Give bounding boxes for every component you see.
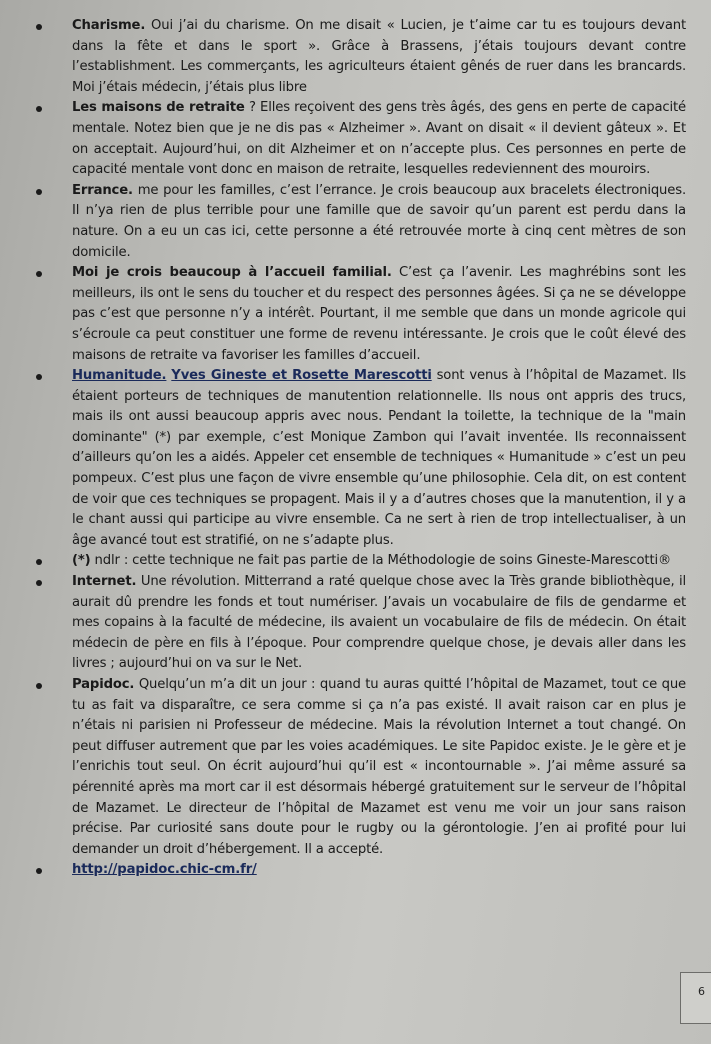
list-item-humanitude [36,366,686,551]
item-term: Errance. [72,182,133,198]
bullet-icon [36,868,42,874]
list-item-accueil-familial [36,263,686,366]
papidoc-url-link[interactable]: http://papidoc.chic-cm.fr/ [72,862,257,878]
item-term: (*) [72,553,91,569]
item-text: sont venus à l’hôpital de Mazamet. Ils étaient porteurs de techniques de manutention relationnelle. Ils nous ont appris des trucs, mais ils ont aussi beaucoup appris avec nous. Pendant la toilette, la technique de la "main dominante" (*) par exemple, c’est Monique Zambon qui l’avait inventée. Ils reconnaissent d’ailleurs qu’on les a aidés. Appeler cet ensemble de techniques « Humanitude » c’est un peu pompeux. C’est plus une façon de vivre ensemble qu’une philosophie. Cela dit, on est content de voir que ces techniques se propagent. Mais il y a d’autres choses que la manutention, il y a le chant aussi qui participe au vivre ensemble. Ca ne sert à rien de trop intellectualiser, à un âge avancé tout est stratifié, on ne s’adapte plus. [72,368,686,548]
bullet-icon [36,24,42,30]
list-item-maisons-de-retraite [36,98,686,180]
bullet-icon [36,106,42,112]
item-text: Une révolution. Mitterrand a raté quelque chose avec la Très grande bibliothèque, il aurait dû prendre les fonds et tout numériser. J’avais un vocabulaire de fils de gendarme et mes copains à la faculté de médecine, ils avaient un vocabulaire de fils de médecin. On était médecin de père en fils à l’époque. Pour comprendre quelque chose, je devais aller dans les livres ; aujourd’hui on va sur le Net. [72,574,686,672]
page-number: 6 [680,972,711,1024]
list-item-papidoc [36,675,686,860]
bullet-icon [36,271,42,277]
item-term: Charisme. [72,18,146,33]
bullet-icon [36,683,42,689]
item-term: Les maisons de retraite [72,100,245,116]
item-text: Quelqu’un m’a dit un jour : quand tu auras quitté l’hôpital de Mazamet, tout ce que tu as fait va disparaître, ce sera comme si ça n’a pas existé. Il avait raison car en plus je n’étais ni parisien ni Professeur de médecine. Mais la révolution Internet a tout changé. On peut diffuser autrement que par les voies académiques. Le site Papidoc existe. Je le gère et je l’enrichis tout seul. On écrit aujourd’hui qu’il est « incontournable ». J’ai même assuré sa pérennité après ma mort car il est désormais hébergé gratuitement sur le serveur de l’hôpital de Mazamet. Le directeur de l’hôpital de Mazamet est venu me voir un jour sans raison précise. Par curiosité sans doute pour le rugby ou la gérontologie. J’en ai profité pour lui demander un droit d’hébergement. Il a accepté. [72,677,686,857]
bullet-icon [36,559,42,565]
item-term: Papidoc. [72,677,135,692]
bullet-icon [36,189,42,195]
bullet-list [36,16,686,881]
bullet-icon [36,580,42,586]
item-text: ndlr : cette technique ne fait pas partie de la Méthodologie de soins Gineste-Marescotti® [90,553,672,569]
item-term-link[interactable]: Humanitude. [72,368,167,384]
item-text: me pour les familles, c’est l’errance. Je crois beaucoup aux bracelets électroniques. Il n’ya rien de plus terrible pour une famille que de savoir qu’un parent est perdu dans la nature. On a eu un cas ici, cette personne a été retrouvée morte à cinq cent mètres de son domicile. [72,182,686,260]
list-item-errance [36,181,686,263]
item-term: Moi je crois beaucoup à l’accueil familial. [72,265,392,281]
gineste-marescotti-link[interactable]: Yves Gineste et Rosette Marescotti [171,368,432,384]
list-item-internet [36,572,686,675]
list-item-ndlr-note [36,551,686,572]
item-term: Internet. [72,574,137,590]
list-item-url [36,860,686,881]
item-text: ? Elles reçoivent des gens très âgés, des gens en perte de capacité mentale. Notez bien que je ne dis pas « Alzheimer ». Avant on disait « il devient gâteux ». Et on acceptait. Aujourd’hui, on dit Alzheimer et on n’accepte plus. Ces personnes en perte de capacité mentale vont donc en maison de retraite, lesquelles redeviennent des mouroirs. [72,100,687,178]
item-text: Oui j’ai du charisme. On me disait « Lucien, je t’aime car tu es toujours devant dans la fête et dans le sport ». Grâce à Brassens, j’étais toujours devant contre l’establishment. Les commerçants, les agriculteurs étaient gênés de ruer dans les brancards. Moi j’étais médecin, j’étais plus libre [72,18,686,95]
bullet-icon [36,374,42,380]
list-item-charisme [36,16,686,98]
item-text: C’est ça l’avenir. Les maghrébins sont les meilleurs, ils ont le sens du toucher et du respect des personnes âgées. Si ça ne se développe pas c’est que personne n’y a intérêt. Pourtant, il me semble que dans un monde agricole qui s’écroule ca peut constituer une forme de revenu intéressante. Je crois que le coût élevé des maisons de retraite va favoriser les familles d’accueil. [72,265,686,363]
